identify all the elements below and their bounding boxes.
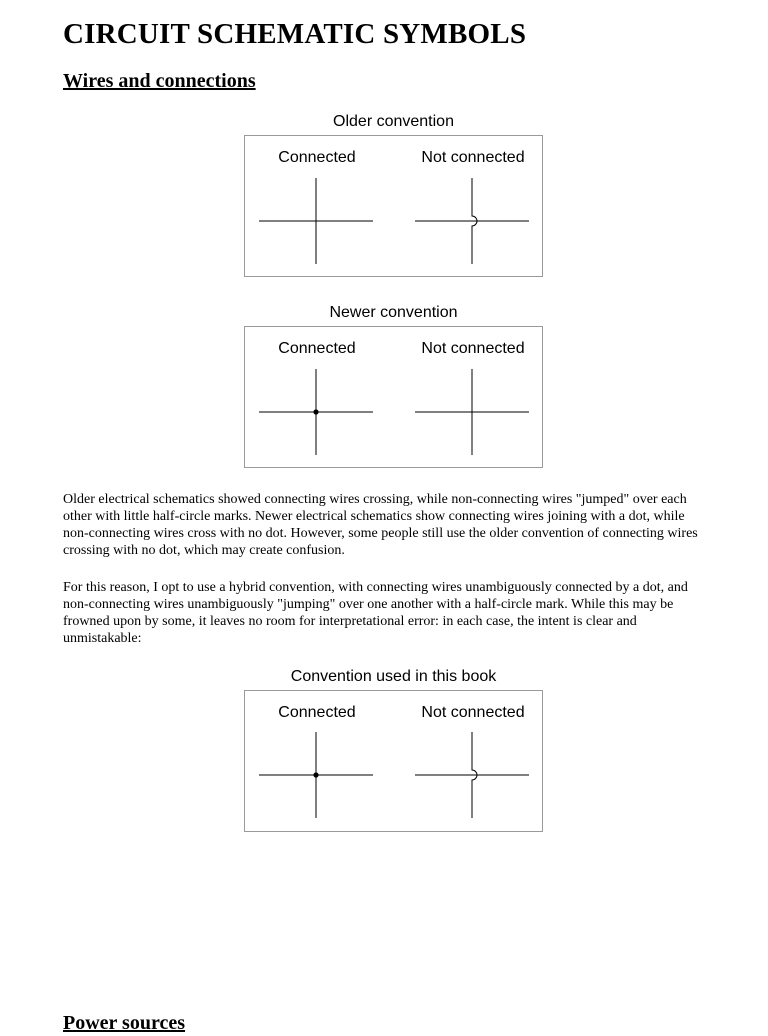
not-connected-label: Not connected [421, 704, 525, 721]
section-heading-power-sources: Power sources [63, 1012, 186, 1034]
connected-label: Connected [278, 704, 356, 721]
figure-book-convention [244, 690, 543, 832]
connected-label: Connected [278, 149, 356, 166]
not-connected-jump-symbol [415, 178, 529, 264]
wire-symbols-svg [245, 691, 542, 831]
figure-newer-convention [244, 326, 543, 468]
junction-dot [313, 409, 318, 414]
connected-label: Connected [278, 340, 356, 357]
wire-symbols-svg [245, 327, 542, 467]
figure-caption-book: Convention used in this book [290, 668, 497, 685]
section-heading-wires: Wires and connections [63, 70, 256, 92]
not-connected-jump-symbol [415, 732, 529, 818]
figure-caption-newer: Newer convention [329, 304, 458, 321]
body-paragraph-1: Older electrical schematics showed connecting wires crossing, while non-connecting wires "jumped" over each other with little half-circle marks. Newer electrical schematics show connecting wires joining with a dot, while non-connecting wires cross with no dot. However, some people still use the older convention of connecting wires crossing with no dot, which may create confusion. [63, 492, 698, 558]
figure-caption-older: Older convention [333, 113, 454, 130]
connected-dot-symbol [259, 369, 373, 455]
figure-older-convention [244, 135, 543, 277]
junction-dot [313, 772, 318, 777]
connected-crossing-symbol [259, 178, 373, 264]
not-connected-label: Not connected [421, 149, 525, 166]
page-title: CIRCUIT SCHEMATIC SYMBOLS [63, 18, 527, 50]
wire-symbols-svg [245, 136, 542, 276]
body-paragraph-2: For this reason, I opt to use a hybrid convention, with connecting wires unambiguously connected by a dot, and non-connecting wires unambiguously "jumping" over one another with a half-circle mark. While this may be frowned upon by some, it leaves no room for interpretational error: in each case, the intent is clear and unmistakable: [63, 580, 688, 646]
not-connected-label: Not connected [421, 340, 525, 357]
not-connected-crossing-symbol [415, 369, 529, 455]
connected-dot-symbol [259, 732, 373, 818]
